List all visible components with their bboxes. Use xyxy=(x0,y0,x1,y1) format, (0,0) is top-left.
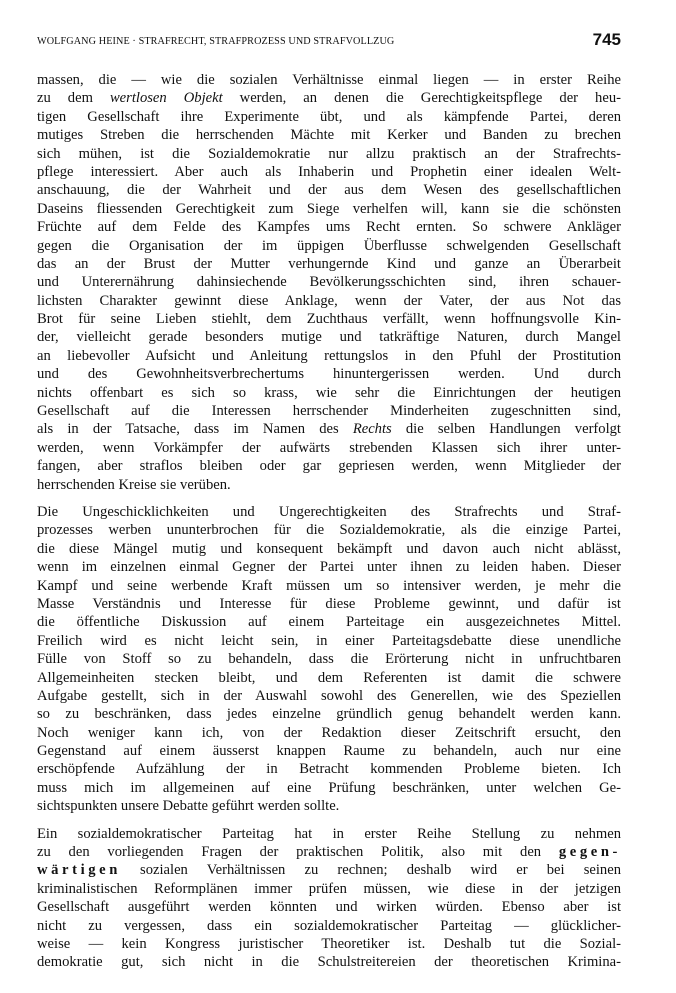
text-line: demokratie gut, sich nicht in die Schulstreitereien der theoretischen Krimina- xyxy=(37,954,621,971)
text-line: fangen, aber straflos bleiben oder gar gepriesen werden, wenn Mitglieder der xyxy=(37,458,621,475)
text-line: Freilich wird es nicht leicht sein, in einer Parteitagsdebatte diese unendliche xyxy=(37,632,621,649)
text-line xyxy=(37,861,621,879)
text-line: Daseins fliessenden Gerechtigkeit zum Siege verhelfen will, kann sie die schönsten xyxy=(37,200,621,217)
text-line: das an der Brust der Mutter verhungernde Kind und ganze an Überarbeit xyxy=(37,255,621,272)
text-line: Fülle von Stoff so zu behandeln, dass die Erörterung nicht in unfruchtbaren xyxy=(37,651,621,668)
emphasized-text: wertlosen Objekt xyxy=(109,90,223,107)
text-line: Gegenstand auf einem äusserst knappen Raume zu behandeln, auch nur eine xyxy=(37,743,621,760)
text-line: so zu beschränken, dass jedes einzelne gründlich genug behandelt werden kann. xyxy=(37,706,621,723)
text-line: Ein sozialdemokratischer Parteitag hat in erster Reihe Stellung zu nehmen xyxy=(37,825,621,842)
emphasized-text: Rechts xyxy=(352,421,392,438)
body-text xyxy=(37,71,621,981)
text-line: massen, die — wie die sozialen Verhältnisse einmal liegen — in erster Reihe xyxy=(37,72,621,88)
text-line: Masse Verständnis und Interesse für diese Probleme gewinnt, und dafür ist xyxy=(37,595,621,612)
letterspaced-text: wärtigen xyxy=(37,862,121,879)
text-line: und Unterernährung dahinsiechende Bevölkerungsschichten sind, ihren schauer- xyxy=(37,274,621,291)
text-line: sichtspunkten unsere Debatte geführt werden sollte. xyxy=(37,798,340,815)
text-line: wenn im einzelnen einmal Gegner der Partei unter ihnen zu leiden haben. Dieser xyxy=(37,559,621,576)
text-line: nichts offenbart es sich so krass, wie sehr die Einrichtungen der heutigen xyxy=(37,384,621,401)
text-line: Die Ungeschicklichkeiten und Ungerechtigkeiten des Strafrechts und Straf- xyxy=(37,503,621,520)
letterspaced-text: gegen- xyxy=(558,844,621,861)
paragraph-2 xyxy=(37,503,621,816)
text-line: anschauung, die der Wahrheit und der aus dem Wesen des gesellschaftlichen xyxy=(37,182,621,199)
text-line xyxy=(37,420,621,438)
text-line: die öffentliche Diskussion auf einem Parteitage ein ausgezeichnetes Mittel. xyxy=(37,614,621,631)
text-line: lichsten Charakter gewinnt diese Anklage, wenn der Vater, der aus Not das xyxy=(37,292,621,309)
text-line: Allgemeinheiten stecken bleibt, und dem Referenten ist damit die schwere xyxy=(37,669,621,686)
text-line: die diese Mängel mutig und konsequent bekämpft und davon auch nicht ablässt, xyxy=(37,540,621,557)
text-line: Noch weniger kann ich, von der Redaktion dieser Zeitschrift ersucht, den xyxy=(37,724,621,741)
text-line xyxy=(37,89,621,107)
text-line: tigen Gesellschaft ihre Experimente übt, und als kämpfende Partei, deren xyxy=(37,108,621,125)
text-line: pflege interessiert. Aber auch als Inhaberin und Prophetin einer idealen Welt- xyxy=(37,163,621,180)
text-line: nicht zu vergessen, dass ein sozialdemokratischer Parteitag — glücklicher- xyxy=(37,917,621,934)
text-line: prozesses werben ununterbrochen für die Sozialdemokratie, als die einzige Partei, xyxy=(37,522,621,539)
text-line: Brot für seine Lieben stiehlt, dem Zuchthaus verfällt, wenn hoffnungsvolle Kin- xyxy=(37,311,621,328)
text-line xyxy=(37,843,621,861)
text-line: weise — kein Kongress juristischer Theoretiker ist. Deshalb tut die Sozial- xyxy=(37,935,621,952)
text-segment: zu dem xyxy=(37,90,110,107)
text-line: Gesellschaft ausgeführt werden könnten und wirken würden. Ebenso aber ist xyxy=(37,899,621,916)
paragraph-1 xyxy=(37,71,621,494)
text-line: Gesellschaft auf die Interessen herrschender Minderheiten zugeschnitten sind, xyxy=(37,403,621,420)
text-line: gegen die Organisation der im üppigen Überflusse schwelgenden Gesellschaft xyxy=(37,237,621,254)
text-line: und des Gewohnheitsverbrechertums hinuntergerissen werden. Und durch xyxy=(37,366,621,383)
text-line: Früchte auf dem Felde des Kampfes ums Recht ernten. So schwere Ankläger xyxy=(37,219,621,236)
text-segment: sozialen Verhältnissen zu rechnen; deshalb wird er bei seinen xyxy=(120,862,621,879)
text-segment: die selben Handlungen verfolgt xyxy=(391,421,621,438)
text-line: herrschenden Kreise sie verüben. xyxy=(37,476,231,493)
text-line: der, vielleicht gerade besonders mutige und tatkräftige Naturen, durch Mangel xyxy=(37,329,621,346)
text-line: Kampf und seine werbende Kraft müssen um so intensiver werden, je mehr die xyxy=(37,577,621,594)
text-line: erschöpfende Aufzählung der in Betracht kommenden Probleme bieten. Ich xyxy=(37,761,621,778)
paragraph-3 xyxy=(37,825,621,972)
text-line: an liebevoller Aufsicht und Anleitung rettungslos in den Pfuhl der Prostitution xyxy=(37,347,621,364)
text-segment: als in der Tatsache, dass im Namen des xyxy=(37,421,353,438)
text-segment: zu den vorliegenden Fragen der praktischen Politik, also mit den xyxy=(37,844,559,861)
text-line: mutiges Streben die herrschenden Mächte mit Kerker und Banden zu brechen xyxy=(37,127,621,144)
text-line: sich mühen, ist die Sozialdemokratie nur allzu praktisch an der Strafrechts- xyxy=(37,145,621,162)
page-header xyxy=(37,30,621,52)
running-head: WOLFGANG HEINE · STRAFRECHT, STRAFPROZESS UND STRAFVOLLZUG xyxy=(37,36,395,47)
text-line: muss mich im allgemeinen auf eine Prüfung beschränken, unter welchen Ge- xyxy=(37,779,621,796)
text-line: Aufgabe gestellt, sich in der Auswahl sowohl des Generellen, wie des Speziellen xyxy=(37,687,621,704)
text-segment: werden, an denen die Gerechtigkeitspflege der heu- xyxy=(222,90,621,107)
page-number: 745 xyxy=(592,30,621,49)
text-line: kriminalistischen Reformplänen immer prüfen müssen, wie diese in der jetzigen xyxy=(37,880,621,897)
text-line: werden, wenn Vorkämpfer der aufwärts strebenden Klassen sich ihrer unter- xyxy=(37,439,621,456)
